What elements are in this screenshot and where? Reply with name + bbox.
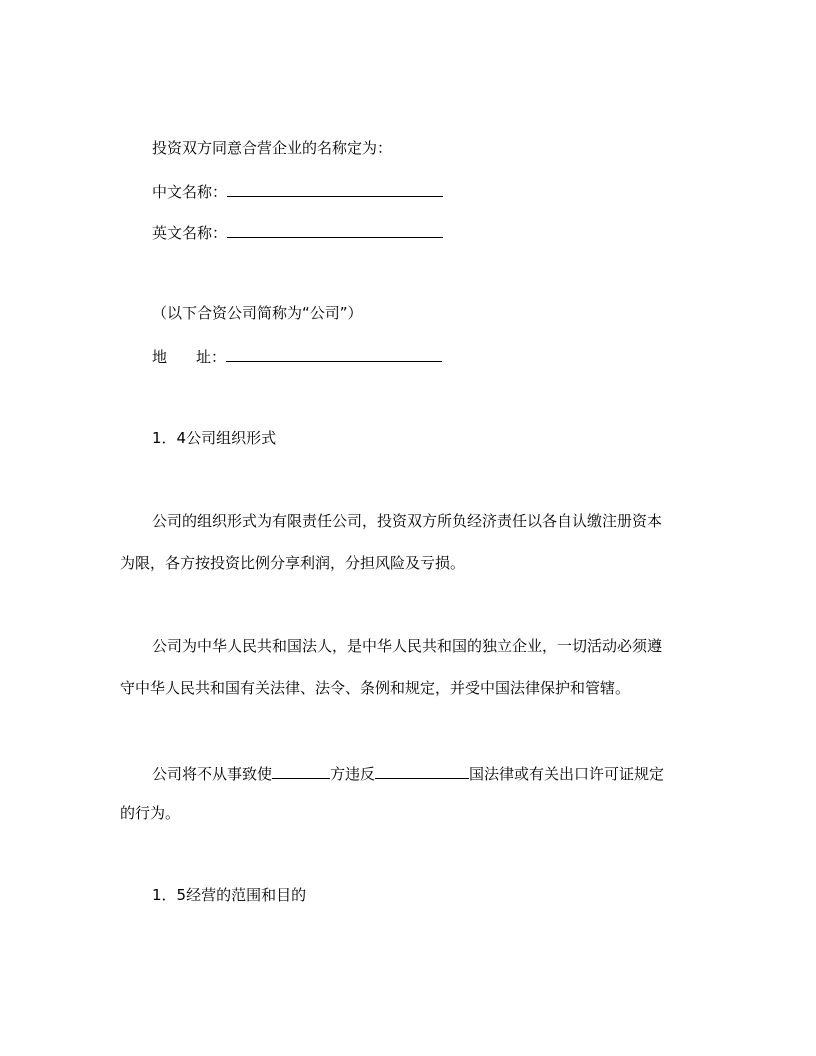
para1-line2-text: 为限，各方按投资比例分享利润，分担风险及亏损。 [120,554,466,572]
para3-part1-text: 公司将不从事致使 [152,765,273,783]
intro-text: 投资双方同意合营企业的名称定为： [152,139,393,157]
para3-part3-text: 国法律或有关出口许可证规定 [469,765,665,783]
para2-line1 [152,636,662,656]
country-blank-1[interactable] [272,762,330,779]
intro-line [152,138,392,158]
abbreviation-note [152,303,363,323]
para1-line2 [120,553,465,573]
para2-line1-text: 公司为中华人民共和国法人，是中华人民共和国的独立企业，一切活动必须遵 [152,637,663,655]
para3-line2-text: 的行为。 [120,804,181,822]
section-1-4-number: 1．4 [152,429,187,447]
english-name-row [152,221,443,243]
para3-line1 [152,762,664,784]
para2-line2-text: 守中华人民共和国有关法律、法令、条例和规定，并受中国法律保护和管辖。 [120,679,631,697]
section-1-5-number: 1．5 [152,886,187,904]
address-label-part2: 址： [196,348,227,366]
address-label-part1: 地 [152,348,168,366]
para3-line2 [120,803,180,823]
para1-line1-text: 公司的组织形式为有限责任公司，投资双方所负经济责任以各自认缴注册资本 [152,512,663,530]
section-1-4-title: 公司组织形式 [186,429,277,447]
abbreviation-text: （以下合资公司简称为“公司”） [152,304,363,322]
country-blank-2[interactable] [375,762,469,779]
english-name-label: 英文名称： [152,224,228,242]
address-row [152,345,442,367]
chinese-name-blank[interactable] [227,180,443,197]
para2-line2 [120,678,630,698]
address-blank[interactable] [226,345,442,362]
section-1-5-title: 经营的范围和目的 [186,886,307,904]
chinese-name-label: 中文名称： [152,183,228,201]
english-name-blank[interactable] [227,221,443,238]
para1-line1 [152,511,662,531]
chinese-name-row [152,180,443,202]
section-1-5-heading [152,885,306,905]
para3-part2-text: 方违反 [330,765,376,783]
section-1-4-heading [152,428,276,448]
